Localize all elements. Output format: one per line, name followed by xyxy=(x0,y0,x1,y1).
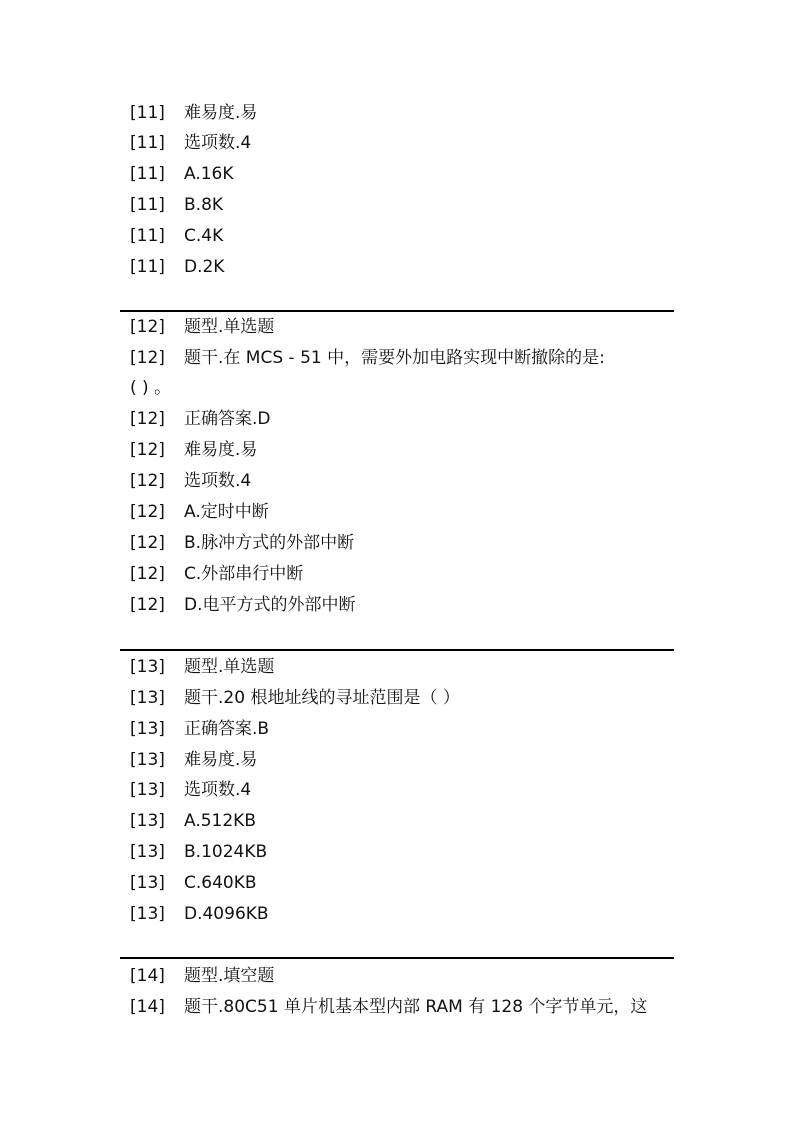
question-text-continuation: ( ) 。 xyxy=(130,378,172,398)
q13-line xyxy=(130,870,257,896)
q13-line xyxy=(130,777,251,803)
q12-line xyxy=(130,561,303,587)
item-number: [11] xyxy=(130,226,165,246)
item-number: [11] xyxy=(130,133,165,153)
q12-line xyxy=(130,499,269,525)
item-number: [12] xyxy=(130,471,165,491)
q12-line xyxy=(130,345,605,371)
item-text: 选项数.4 xyxy=(184,133,252,153)
item-number: [12] xyxy=(130,595,165,615)
item-number: [13] xyxy=(130,688,165,708)
item-text: 题干.80C51 单片机基本型内部 RAM 有 128 个字节单元，这 xyxy=(184,997,648,1017)
item-text: 题干.20 根地址线的寻址范围是（ ） xyxy=(184,688,460,708)
item-text: 选项数.4 xyxy=(184,471,252,491)
q12-line xyxy=(130,314,274,340)
item-number: [13] xyxy=(130,657,165,677)
item-text: D.4096KB xyxy=(184,904,269,924)
item-text: 题型.填空题 xyxy=(184,966,275,986)
item-number: [13] xyxy=(130,750,165,770)
q11-line xyxy=(130,161,234,187)
item-text: 难易度.易 xyxy=(184,103,258,123)
q13-line xyxy=(130,901,269,927)
q13-line xyxy=(130,654,274,680)
item-number: [11] xyxy=(130,257,165,277)
item-number: [14] xyxy=(130,997,165,1017)
item-number: [13] xyxy=(130,719,165,739)
q12-line xyxy=(130,437,257,463)
q13-line xyxy=(130,716,269,742)
q12-line xyxy=(130,592,356,618)
item-text: 题型.单选题 xyxy=(184,657,275,677)
q12-line xyxy=(130,406,271,432)
item-number: [11] xyxy=(130,195,165,215)
item-text: C.4K xyxy=(184,226,224,246)
q11-line xyxy=(130,130,251,156)
item-text: C.640KB xyxy=(184,873,257,893)
item-number: [12] xyxy=(130,533,165,553)
item-text: 正确答案.D xyxy=(184,409,271,429)
item-text: C.外部串行中断 xyxy=(184,564,304,584)
item-number: [12] xyxy=(130,317,165,337)
item-number: [12] xyxy=(130,564,165,584)
item-number: [13] xyxy=(130,904,165,924)
q14-line xyxy=(130,994,647,1020)
q12-line xyxy=(130,530,354,556)
item-number: [12] xyxy=(130,409,165,429)
section-divider xyxy=(120,957,674,959)
item-number: [14] xyxy=(130,966,165,986)
item-text: B.脉冲方式的外部中断 xyxy=(184,533,355,553)
item-text: A.16K xyxy=(184,164,234,184)
item-number: [12] xyxy=(130,348,165,368)
q11-line xyxy=(130,223,223,249)
q13-line xyxy=(130,685,460,711)
item-number: [12] xyxy=(130,502,165,522)
item-number: [13] xyxy=(130,811,165,831)
item-text: B.1024KB xyxy=(184,842,268,862)
item-number: [11] xyxy=(130,103,165,123)
q13-line xyxy=(130,808,256,834)
item-text: 题干.在 MCS - 51 中，需要外加电路实现中断撤除的是: xyxy=(184,348,605,368)
item-number: [13] xyxy=(130,842,165,862)
q13-line xyxy=(130,747,257,773)
item-text: A.定时中断 xyxy=(184,502,269,522)
item-number: [13] xyxy=(130,873,165,893)
item-text: 难易度.易 xyxy=(184,750,258,770)
item-text: 正确答案.B xyxy=(184,719,270,739)
item-text: A.512KB xyxy=(184,811,256,831)
item-number: [11] xyxy=(130,164,165,184)
item-text: B.8K xyxy=(184,195,224,215)
q12-line xyxy=(130,468,251,494)
item-number: [13] xyxy=(130,780,165,800)
q14-line xyxy=(130,963,274,989)
item-text: D.电平方式的外部中断 xyxy=(184,595,356,615)
item-text: D.2K xyxy=(184,257,225,277)
q11-line xyxy=(130,100,257,126)
section-divider xyxy=(120,310,674,312)
item-text: 难易度.易 xyxy=(184,440,258,460)
q13-line xyxy=(130,839,267,865)
section-divider xyxy=(120,649,674,651)
q11-line xyxy=(130,254,224,280)
item-number: [12] xyxy=(130,440,165,460)
item-text: 选项数.4 xyxy=(184,780,252,800)
q11-line xyxy=(130,192,223,218)
item-text: 题型.单选题 xyxy=(184,317,275,337)
